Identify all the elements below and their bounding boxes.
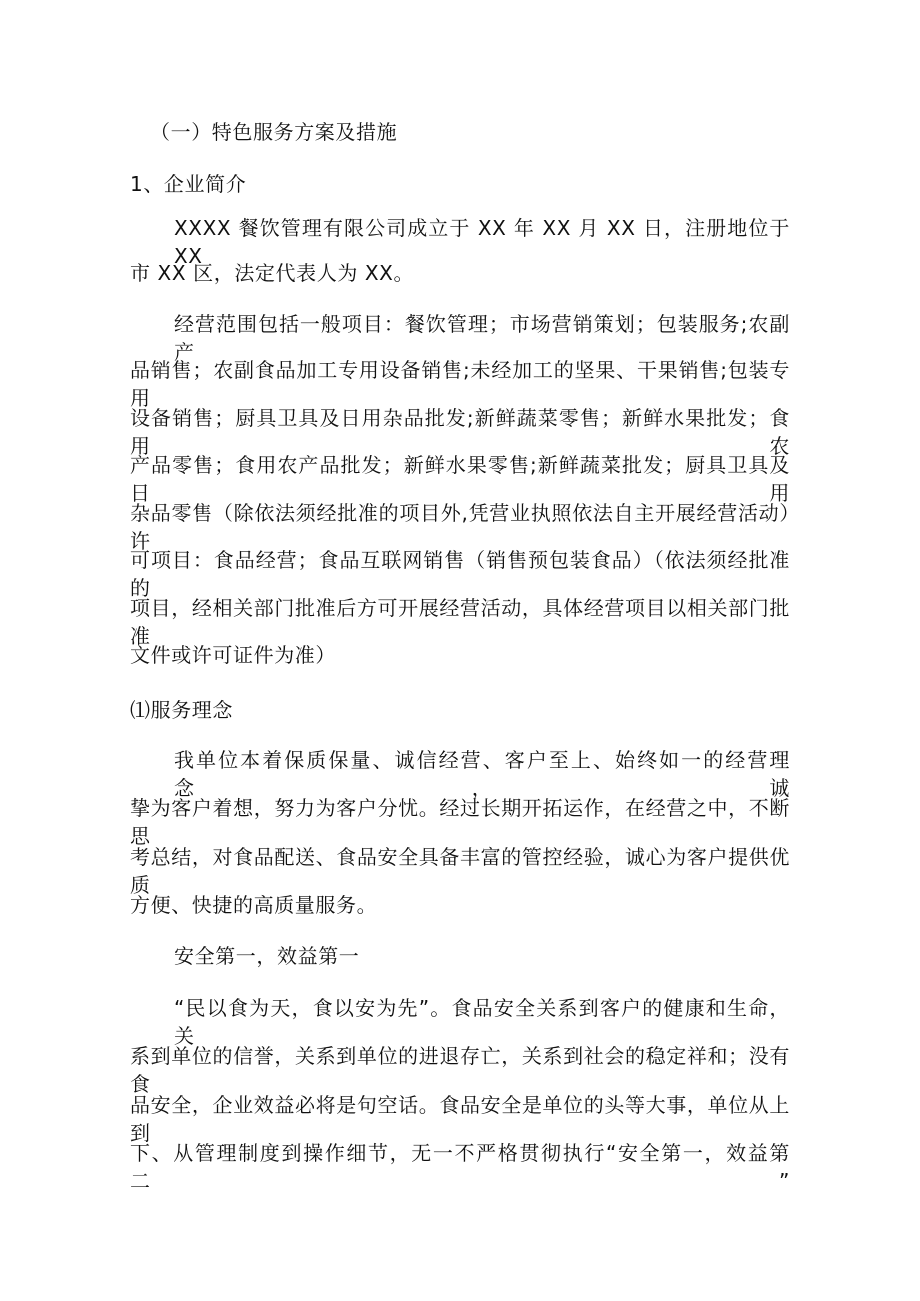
safety-line-2: 系到单位的信誉，关系到单位的进退存亡，关系到社会的稳定祥和；没有食 bbox=[130, 1044, 790, 1096]
scope-line-2: 品销售；农副食品加工专用设备销售;未经加工的坚果、干果销售;包装专用 bbox=[130, 358, 790, 410]
philosophy-line-3: 考总结，对食品配送、食品安全具备丰富的管控经验，诚心为客户提供优质 bbox=[130, 845, 790, 897]
scope-line-6: 可项目：食品经营；食品互联网销售（销售预包装食品）（依法须经批准的 bbox=[130, 548, 790, 600]
subsection-heading: 1、企业简介 bbox=[130, 172, 247, 196]
scope-line-8: 文件或许可证件为准） bbox=[130, 643, 336, 667]
scope-line-7: 项目，经相关部门批准后方可开展经营活动，具体经营项目以相关部门批准 bbox=[130, 596, 790, 648]
philosophy-heading: ⑴服务理念 bbox=[130, 698, 233, 722]
safety-heading: 安全第一，效益第一 bbox=[174, 944, 360, 968]
scope-line-5: 杂品零售（除依法须经批准的项目外,凭营业执照依法自主开展经营活动）许 bbox=[130, 501, 790, 553]
philosophy-line-2: 挚为客户着想，努力为客户分忧。经过长期开拓运作，在经营之中，不断思 bbox=[130, 796, 790, 848]
safety-line-1: “民以食为天，食以安为先”。食品安全关系到客户的健康和生命，关 bbox=[174, 996, 790, 1048]
intro-line-2: 市 XX 区，法定代表人为 XX。 bbox=[130, 261, 415, 285]
scope-line-1: 经营范围包括一般项目：餐饮管理；市场营销策划；包装服务;农副产 bbox=[174, 312, 790, 364]
philosophy-line-1: 我单位本着保质保量、诚信经营、客户至上、始终如一的经营理念，诚 bbox=[174, 748, 790, 800]
section-heading: （一）特色服务方案及措施 bbox=[150, 120, 398, 144]
scope-line-4: 产品零售；食用农产品批发；新鲜水果零售;新鲜蔬菜批发；厨具卫具及日用 bbox=[130, 453, 790, 505]
intro-line-1: XXXX 餐饮管理有限公司成立于 XX 年 XX 月 XX 日，注册地位于 XX bbox=[174, 216, 790, 268]
philosophy-line-4: 方便、快捷的高质量服务。 bbox=[130, 893, 378, 917]
safety-line-3: 品安全，企业效益必将是句空话。食品安全是单位的头等大事，单位从上到 bbox=[130, 1093, 790, 1145]
scope-line-3: 设备销售；厨具卫具及日用杂品批发;新鲜蔬菜零售；新鲜水果批发；食用农 bbox=[130, 406, 790, 458]
safety-line-4: 下、从管理制度到操作细节，无一不严格贯彻执行“安全第一，效益第二” bbox=[130, 1141, 790, 1193]
